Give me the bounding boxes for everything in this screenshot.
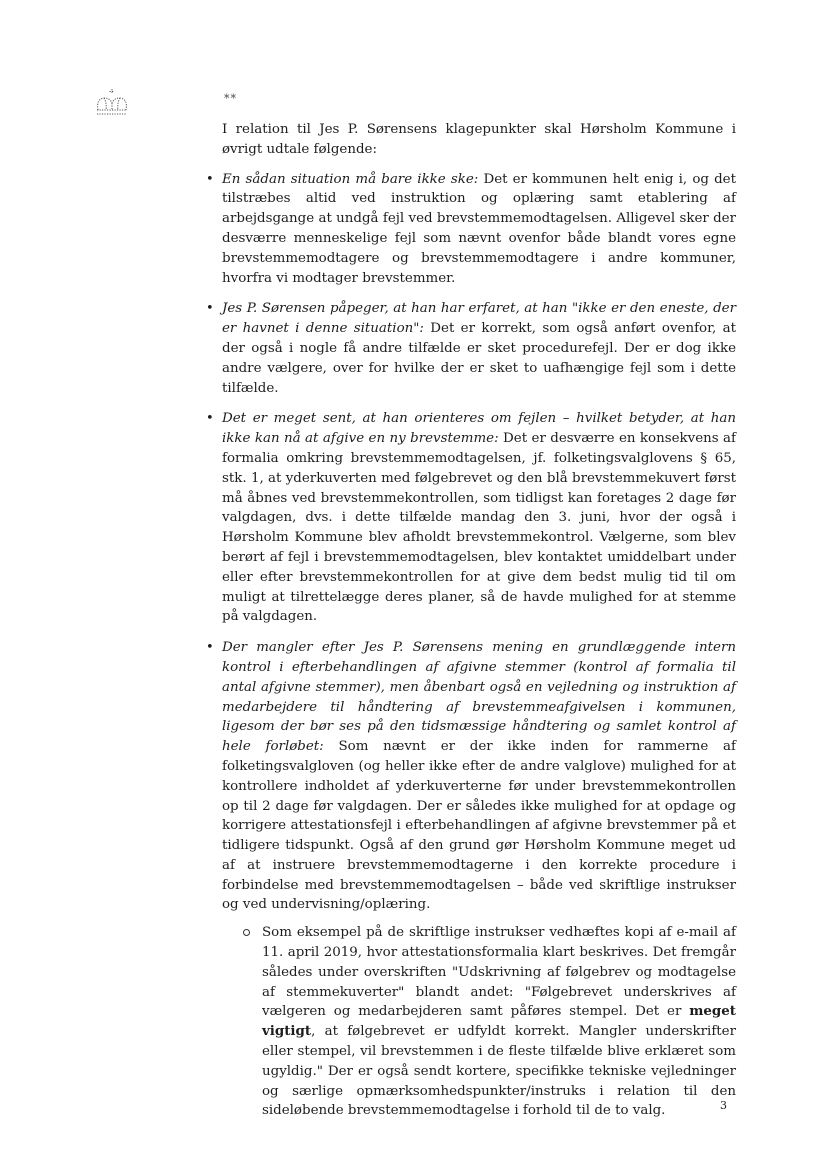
header-stars: ** (224, 92, 237, 105)
letter-body (222, 120, 736, 1132)
intro-paragraph: I relation til Jes P. Sørensens klagepunkter skal Hørsholm Kommune i øvrigt udtale følgende: (222, 122, 736, 157)
bullet-text: Det er kommunen helt enig i, og det tilstræbes altid ved instruktion og oplæring samt etablering af arbejdsgange at undgå fejl ved brevstemmemodtagelsen. Alligevel sker der desværre menneskelige fejl som nævnt ovenfor både blandt vores egne brevstemmemodtagere og brevstemmemodtagere i andre kommuner, hvorfra vi modtager brevstemmer. (222, 171, 736, 286)
bullet-lead: Der mangler efter Jes P. Sørensens mening en grundlæggende intern kontrol i efterbehandlingen af afgivne stemmer (kontrol af formalia til antal afgivne stemmer), men åbenbart også en vejledning og instruktion af medarbejdere til håndtering af brevstemmeafgivelsen i kommunen, ligesom der bør ses på den tidsmæssige håndtering og samlet kontrol af hele forløbet: (222, 640, 736, 755)
page-number: 3 (720, 1099, 727, 1112)
bullet-lead: Jes P. Sørensen påpeger, at han har erfaret, at han "ikke er den eneste, der er havnet i denne situation": (222, 301, 736, 337)
bullet-text: Det er desværre en konsekvens af formalia omkring brevstemmemodtagelsen, jf. folketingsvalglovens § 65, stk. 1, at yderkuverten med følgebrevet og den blå brevstemmekuvert først må åbnes ved brevstemmekontrollen, som tidligst kan foretages 2 dage før valgdagen, dvs. i dette tilfælde mandag den 3. juni, hvor der også i Hørsholm Kommune blev afholdt brevstemmekontrol. Vælgerne, som blev berørt af fejl i brevstemmemodtagelsen, blev kontaktet umiddelbart under eller efter brevstemmekontrollen for at give dem bedst mulig tid til om muligt at tilrettelægge deres planer, så de havde mulighed for at stemme på valgdagen. (222, 431, 736, 625)
bullet-item (222, 170, 736, 289)
bullet-lead: Det er meget sent, at han orienteres om fejlen – hvilket betyder, at han ikke kan nå at afgive en ny brevstemme: (222, 411, 736, 447)
bullet-lead: En sådan situation må bare ikke ske: (222, 171, 479, 187)
bullet-text: Som nævnt er der ikke inden for rammerne af folketingsvalgloven (og heller ikke efter de andre valglove) mulighed for at kontrollere indholdet af yderkuverterne før under brevstemmekontrollen op til 2 dage før valgdagen. Der er således ikke mulighed for at opdage og korrigere attestationsfejl i efterbehandlingen af afgivne brevstemmer på et tidligere tidspunkt. Også af den grund gør Hørsholm Kommune meget ud af at instruere brevstemmemodtagerne i den korrekte procedure i forbindelse med brevstemmemodtagelsen – både ved skriftlige instrukser og ved undervisning/oplæring. (222, 739, 736, 913)
royal-crown-logo (92, 86, 132, 120)
sub-bullet-text: Som eksempel på de skriftlige instrukser vedhæftes kopi af e-mail af 11. april 2019, hvor attestationsformalia klart beskrives. Det fremgår således under overskriften "Udskrivning af følgebrev og modtagelse af stemmekuverter" blandt andet: "Følgebrevet underskrives af vælgeren og medarbejderen samt påføres stempel. Det er (262, 925, 736, 1020)
sub-bullet-text-cont: , at følgebrevet er udfyldt korrekt. Mangler underskrifter eller stempel, vil brevstemmen i de fleste tilfælde blive erklæret som ugyldig." Der er også sendt kortere, specifikke tekniske vejledninger og særlige opmærksomhedspunkter/instruks i relation til den sideløbende brevstemmemodtagelse i forhold til de to valg. (262, 1024, 736, 1119)
bullet-item (222, 299, 736, 398)
bullet-list (222, 170, 736, 1122)
emphasis-text: meget vigtigt (262, 1003, 736, 1040)
bullet-item (222, 409, 736, 627)
sub-bullet-item (262, 923, 736, 1121)
bullet-text: Det er korrekt, som også anført ovenfor, at der også i nogle få andre tilfælde er sket procedurefejl. Der er dog ikke andre vælgere, over for hvilke der er sket to uafhængige fejl som i dette tilfælde. (222, 321, 736, 396)
bullet-item (222, 638, 736, 1121)
sub-bullet-list (222, 923, 736, 1121)
